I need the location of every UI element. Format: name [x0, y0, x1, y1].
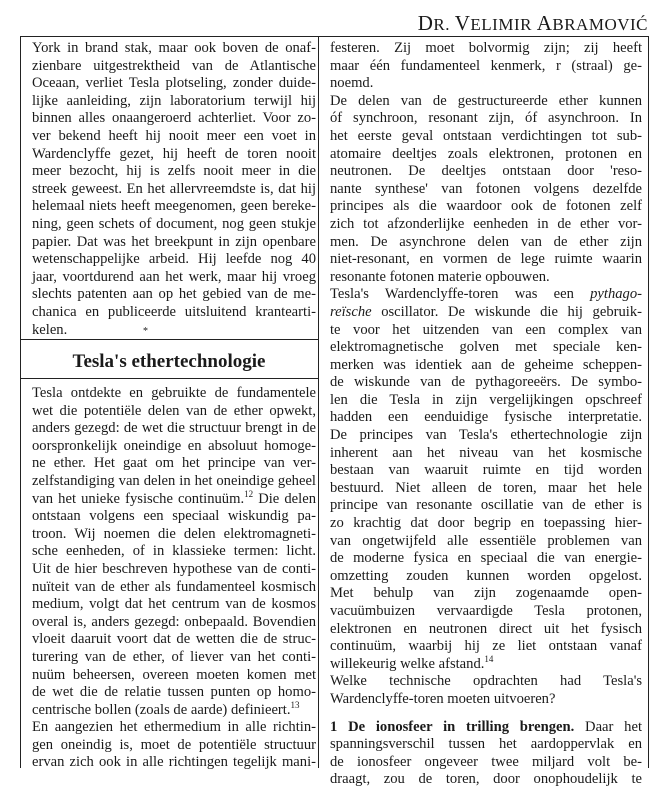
- text-line: wet die potentiële delen van de ether opwekt,: [32, 402, 316, 419]
- text-line: lijke aanleiding, zijn laboratorium terwijl hij: [32, 92, 316, 109]
- text-line: elektromagnetische golven met speciale ken-: [330, 339, 642, 356]
- section-mark: *: [143, 326, 148, 337]
- text-line: medium, volgt dat het centrum van de kosmos: [32, 596, 316, 613]
- footnote-ref-14: 14: [484, 653, 494, 664]
- text-line: zo krachtig dat door begrip en toepassing hier-: [330, 515, 642, 532]
- header-initial-d: D: [417, 11, 434, 35]
- text-line: De principes van Tesla's ethertechnologie zijn: [330, 427, 642, 444]
- text-line: reïsche oscillator. De wiskunde die hij gebruik-: [330, 303, 642, 320]
- text-line: Uit de hier beschreven hypothese van de conti-: [32, 560, 316, 577]
- text-line: nuïteit van de ether als fundamenteel kosmisch: [32, 578, 316, 595]
- text-line: hadden een eenduidige fysische interpretatie.: [330, 409, 642, 426]
- text-line: de wet die de relatie tussen punten op homo-: [32, 684, 316, 701]
- text-line: elektronen en neutronen direct uit het fysisch: [330, 620, 642, 637]
- text-line: merken was identiek aan de geheime scheppen-: [330, 356, 642, 373]
- header-smallcaps-bramovic: BRAMOVIĆ: [552, 15, 648, 34]
- text-line: maar één fundamenteel kenmerk, r (straal) ge-: [330, 57, 642, 74]
- text-line: atomaire deeltjes zoals elektronen, protonen en: [330, 145, 642, 162]
- footnote-ref-13: 13: [290, 699, 300, 710]
- right-column: [330, 40, 650, 788]
- text-line: zich tot afzonderlijke eenheden in de ether vor-: [330, 215, 642, 232]
- text-line: zienbare uitgestrektheid van de Atlantische: [32, 57, 316, 74]
- text-line: principe van resonante oscillatie van de ether is: [330, 497, 642, 514]
- text-line: draagt, zou de toren, door onophoudelijk te: [330, 771, 642, 788]
- text-line: noemd.: [330, 75, 374, 92]
- text-line: meer bezocht, hij is zelfs nooit meer in die: [32, 163, 316, 180]
- text-line: de wiskunde van de pythagoreeërs. De symbo-: [330, 374, 642, 391]
- text-line: ontstaan volgens een speciaal wiskundig pa-: [32, 508, 316, 525]
- text-line: niet-resonant, en vormen de lege ruimte waarin: [330, 251, 642, 268]
- header-initial-v: V: [454, 11, 471, 35]
- text-line: overal is, anders gezegd: onbepaald. Bovendien: [32, 613, 316, 630]
- text-line: bestaan van waaruit ruimte en tijd worden: [330, 462, 642, 479]
- text-line: turering van de ether, of liever van het conti-: [32, 648, 316, 665]
- text-line: de moderne fysica en speciaal die van energie-: [330, 550, 642, 567]
- text-line: oorspronkelijk oneindige en absoluut homoge-: [32, 437, 316, 454]
- text-line: neutronen. De deeltjes ontstaan door 'reso-: [330, 163, 642, 180]
- text-line: slechts patenten aan op het gebied van de me-: [32, 286, 316, 303]
- text-line: bestuurd. Niet alleen de toren, maar het hele: [330, 479, 642, 496]
- text-line: vloeit daaruit voort dat de wetten die de struc-: [32, 631, 316, 648]
- text-line: continuüm, waarbij hij ze liet ontstaan vanaf: [330, 638, 642, 655]
- text-line: van ongetwijfeld alle essentiële problemen van: [330, 532, 642, 549]
- text-line: vacuümbuizen vervaardigde Tesla protonen,: [330, 603, 642, 619]
- section-rule-bottom: [20, 378, 318, 379]
- footnote-ref-12: 12: [244, 488, 254, 499]
- text-line: de ionosfeer ongeveer twee miljard volt be-: [330, 753, 642, 770]
- text-line: Wardenclyffe-toren moeten uitvoeren?: [330, 690, 556, 707]
- text-line: spanningsverschil tussen het aardoppervlak en: [330, 736, 642, 753]
- text-line: ver bekend heeft hij nooit meer een voet in: [32, 127, 316, 144]
- italic-term: reïsche: [330, 303, 372, 320]
- text-line: inherent aan het niveau van het kosmische: [330, 444, 642, 461]
- section-rule-top: [20, 339, 318, 340]
- text-line: het eerste geval ontstaan verdichtingen tot sub-: [330, 127, 642, 144]
- text-line: ervan zich ook in alle richtingen tegelijk mani-: [32, 754, 316, 771]
- text-line: Oceaan, verliet Tesla plotseling, zonder duide-: [32, 75, 316, 92]
- text-line: resonante fotonen materie opbouwen.: [330, 268, 550, 285]
- text-line: zelfstandiging van delen in het oneindige geheel: [32, 472, 316, 489]
- text-line: 1 De ionosfeer in trilling brengen. Daar het: [330, 718, 642, 735]
- text-line: York in brand stak, maar ook boven de onaf-: [32, 40, 316, 56]
- text-line: Welke technische opdrachten had Tesla's: [330, 673, 642, 690]
- text-line: principes als die waardoor ook de fotonen zelf: [330, 198, 642, 215]
- text-line: van het unieke fysische continuüm.$^{12}$ Die delen: [32, 488, 316, 507]
- header-rule: [20, 36, 648, 37]
- italic-term: pythago-: [590, 286, 642, 303]
- text-line: chanica en publiceerde uitsluitend krantearti-: [32, 303, 316, 320]
- text-line: jaar, voortdurend aan het werk, maar hij vroeg: [32, 268, 316, 285]
- running-header: [20, 10, 648, 38]
- numbered-heading: 1 De ionosfeer in trilling brengen.: [330, 718, 575, 735]
- text-line: binnen alles onaangeroerd achterliet. Voor zo-: [32, 110, 316, 127]
- text-line: men. De asynchrone delen van de ether zijn: [330, 233, 642, 250]
- text-line: Tesla ontdekte en gebruikte de fundamentele: [32, 385, 316, 401]
- text-line: Met behulp van zijn zogenaamde open-: [330, 585, 642, 602]
- text-line: helemaal niets heeft meegenomen, geen bereke-: [32, 198, 316, 215]
- frame-left-rule: [20, 36, 21, 768]
- text-line: willekeurig welke afstand.$^{14}$: [330, 653, 494, 672]
- text-line: te voor het uitzenden van een complex van: [330, 321, 642, 338]
- header-smallcaps-elimir: ELIMIR: [470, 15, 537, 34]
- text-line: ne ether. Het gaat om het principe van ver-: [32, 455, 316, 472]
- text-line: En aangezien het ethermedium in alle richtin-: [32, 719, 316, 736]
- section-title: Tesla's ethertechnologie: [72, 351, 266, 372]
- column-divider-rule: [318, 36, 319, 768]
- header-initial-a: A: [536, 11, 553, 35]
- text-line: Tesla's Wardenclyffe-toren was een pythago-: [330, 286, 642, 303]
- text-line: nante synthese' van fotonen volgens dezelfde: [330, 180, 642, 197]
- text-line: De delen van de gestructureerde ether kunnen: [330, 92, 642, 109]
- text-line: streek geweest. En het allervreemdste is, dat hij: [32, 180, 316, 197]
- text-line: sche eenheden, of in klassieke termen: licht.: [32, 543, 316, 560]
- text-line: kelen.: [32, 321, 68, 338]
- header-smallcaps-r: R.: [433, 15, 455, 34]
- text-line: omzetting zouden kunnen worden opgelost.: [330, 567, 642, 584]
- text-line: Wardenclyffe gezet, hij heeft de toren nooit: [32, 145, 316, 162]
- text-line: gen oneindig is, moet de potentiële structuur: [32, 736, 316, 753]
- text-line: papier. Dat was het breekpunt in zijn openbare: [32, 233, 316, 250]
- text-line: óf synchroon, resonant zijn, óf asynchroon. In: [330, 110, 642, 127]
- left-column-bottom: [22, 385, 316, 771]
- text-line: anders gezegd: de wet die structuur brengt in de: [32, 420, 316, 437]
- text-line: ning, geen schets of document, nog geen stukje: [32, 215, 316, 232]
- text-line: wetenschappelijke arbeid. Hij leefde nog 40: [32, 251, 316, 268]
- text-line: nuüm beheersen, overeen moeten komen met: [32, 666, 316, 683]
- text-line: len die Tesla in zijn vergelijkingen opschreef: [330, 391, 642, 408]
- text-line: centrische bollen (zoals de aarde) definieert.$^{13}$: [32, 699, 300, 718]
- text-line: troon. Wij noemen die delen elektromagneti-: [32, 525, 316, 542]
- text-line: festeren. Zij moet bolvormig zijn; zij heeft: [330, 40, 642, 56]
